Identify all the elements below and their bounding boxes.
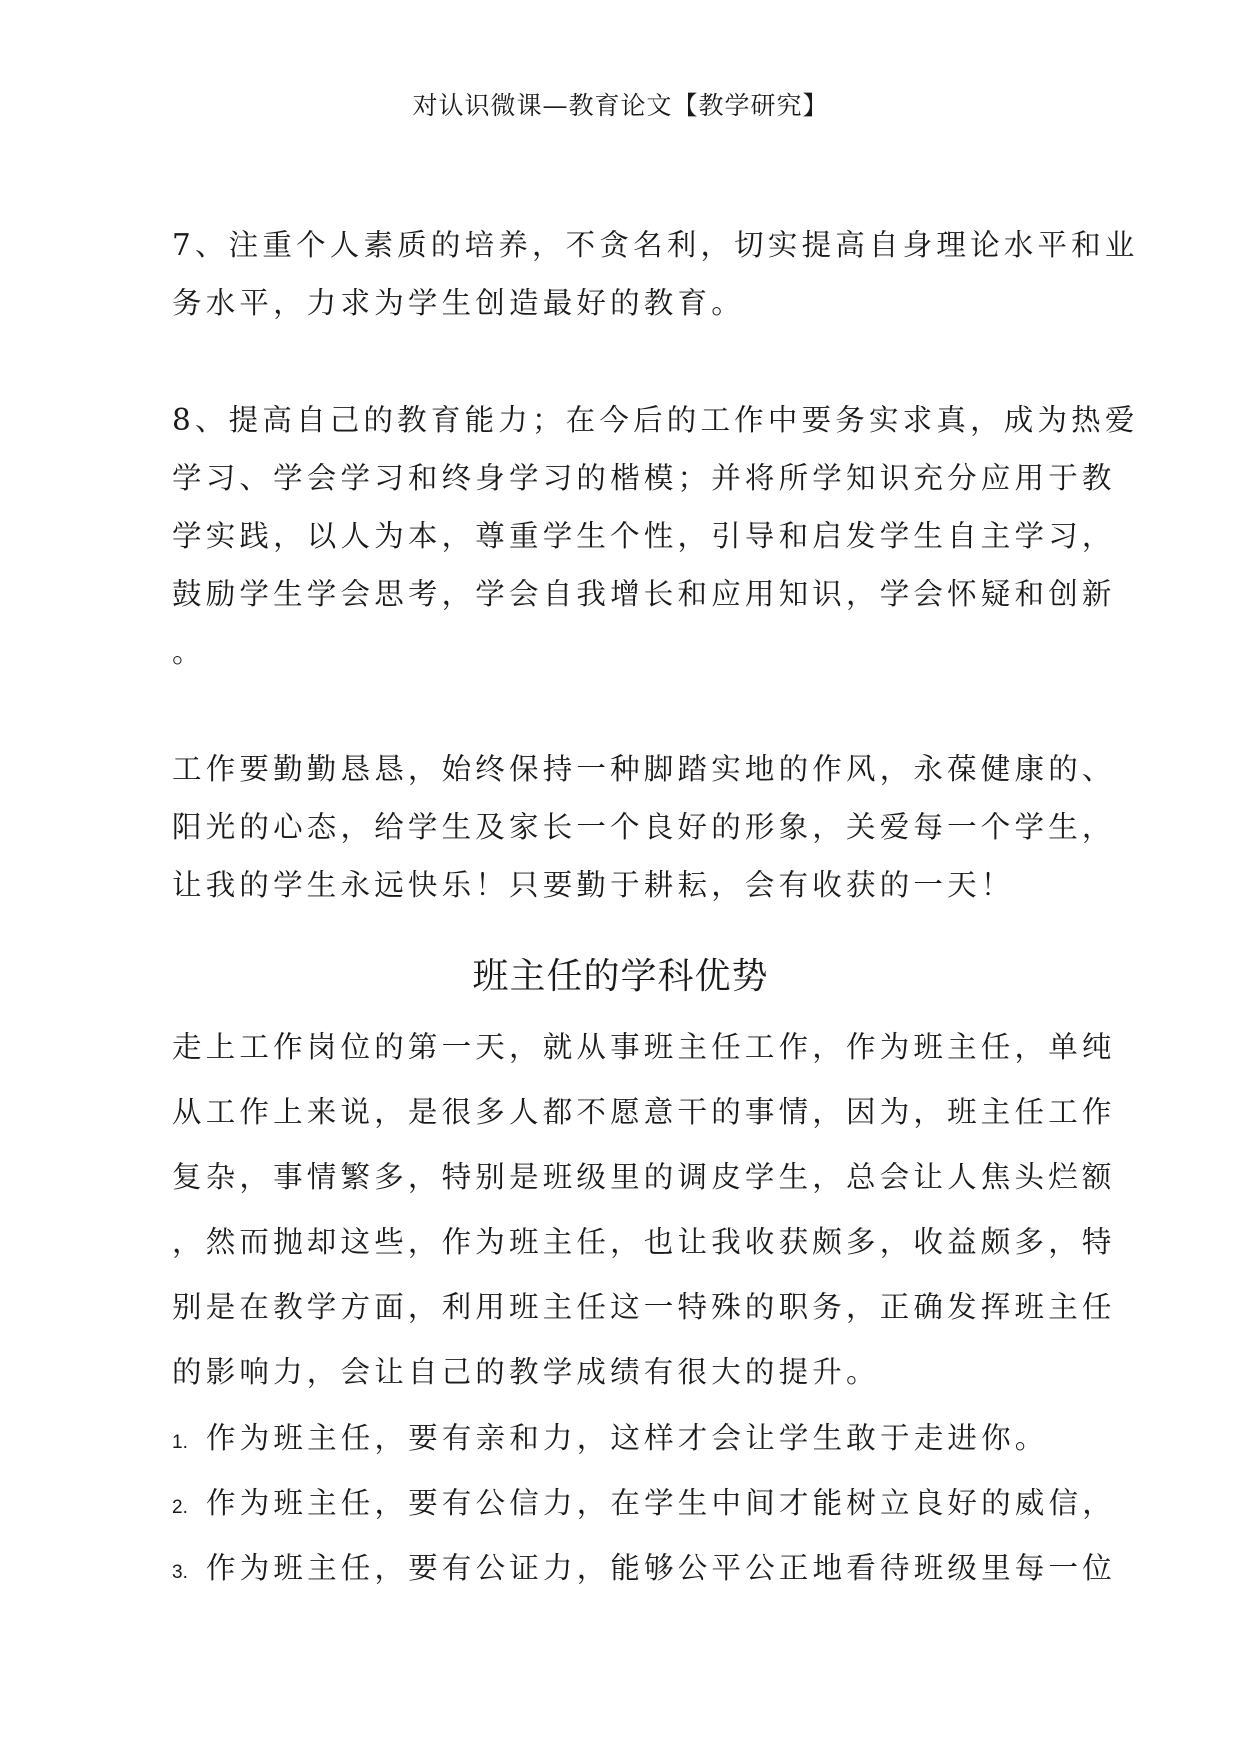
list-text: 作为班主任，要有公证力，能够公平公正地看待班级里每一位 [206,1551,1116,1585]
paragraph-line: 复杂，事情繁多，特别是班级里的调皮学生，总会让人焦头烂额 [172,1160,1116,1194]
paragraph-line: 的影响力，会让自己的教学成绩有很大的提升。 [172,1355,880,1389]
paragraph-line: 别是在教学方面，利用班主任这一特殊的职务，正确发挥班主任 [172,1290,1116,1324]
paragraph-line: 务水平，力求为学生创造最好的教育。 [172,286,745,320]
list-item [172,1545,1116,1587]
paragraph-line: 学实践，以人为本，尊重学生个性，引导和启发学生自主学习， [172,519,1116,553]
list-item [172,1415,1072,1457]
paragraph-line: 7、注重个人素质的培养，不贪名利，切实提高自身理论水平和业 [172,228,1139,262]
paragraph-line: 学习、学会学习和终身学习的楷模；并将所学知识充分应用于教 [172,461,1116,495]
list-number: 1. [172,1432,188,1453]
paragraph-line: 让我的学生永远快乐！只要勤于耕耘，会有收获的一天！ [172,868,1015,902]
closing-paragraph [172,740,1116,914]
paragraph-line: 鼓励学生学会思考，学会自我增长和应用知识，学会怀疑和创新 [172,577,1116,611]
list-number: 2. [172,1497,188,1518]
section-title: 班主任的学科优势 [472,956,769,997]
paragraph-line: ，然而抛却这些，作为班主任，也让我收获颇多，收益颇多，特 [172,1225,1116,1259]
list-text: 作为班主任，要有公信力，在学生中间才能树立良好的威信， [206,1486,1116,1520]
paragraph-8 [172,391,1139,681]
paragraph-line: 8、提高自己的教育能力；在今后的工作中要务实求真，成为热爱 [172,403,1139,437]
paragraph-7 [172,216,1139,332]
list-text: 作为班主任，要有亲和力，这样才会让学生敢于走进你。 [206,1421,1049,1455]
paragraph-line: 工作要勤勤恳恳，始终保持一种脚踏实地的作风，永葆健康的、 [172,752,1116,786]
page-header: 对认识微课—教育论文【教学研究】 [412,91,829,120]
paragraph-line: 走上工作岗位的第一天，就从事班主任工作，作为班主任，单纯 [172,1030,1116,1064]
list-item [172,1480,1116,1522]
paragraph-line: 阳光的心态，给学生及家长一个良好的形象，关爱每一个学生， [172,810,1116,844]
section-intro [172,1015,1116,1405]
paragraph-line: 。 [172,635,206,669]
list-number: 3. [172,1562,188,1583]
paragraph-line: 从工作上来说，是很多人都不愿意干的事情，因为，班主任工作 [172,1095,1116,1129]
